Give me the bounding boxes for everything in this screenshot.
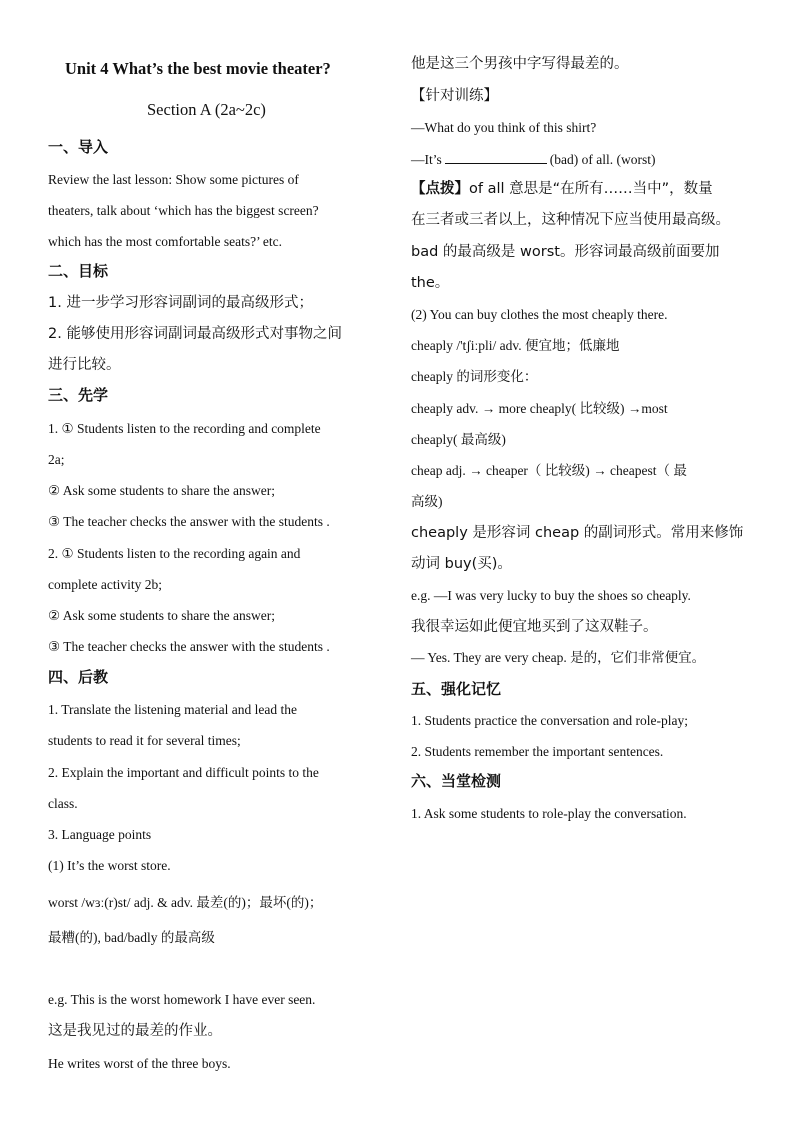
text-line — [411, 150, 655, 169]
text-line: bad 的最高级是 worst。形容词最高级前面要加 — [411, 244, 720, 260]
text-line: which has the most comfortable seats?’ etc. — [48, 234, 283, 249]
text-line: 他是这三个男孩中字写得最差的。 — [411, 56, 629, 72]
text-line: 2a; — [48, 452, 65, 467]
heading-reinforce: 五、强化记忆 — [411, 680, 502, 698]
text-line: 3. Language points — [48, 827, 152, 842]
text-line: ② Ask some students to share the answer; — [48, 608, 275, 623]
document-title: Unit 4 What’s the best movie theater? — [65, 59, 331, 78]
text-fragment: —It’s — [411, 152, 442, 167]
text-line: 最糟(的), bad/badly 的最高级 — [48, 930, 215, 945]
text-line: 2. 能够使用形容词副词最高级形式对事物之间 — [48, 326, 342, 342]
text-line: (2) You can buy clothes the most cheaply there. — [411, 307, 668, 322]
text-line: e.g. —I was very lucky to buy the shoes so cheaply. — [411, 588, 691, 603]
text-line: cheaply 的词形变化： — [411, 369, 538, 384]
text-line: 1. ① Students listen to the recording and complete — [48, 421, 321, 436]
answer-blank — [445, 150, 547, 164]
text-line: Review the last lesson: Show some pictures of — [48, 172, 299, 187]
text-line: 高级) — [411, 494, 443, 509]
text-line: ③ The teacher checks the answer with the students . — [48, 514, 330, 529]
text-line: ② Ask some students to share the answer; — [48, 483, 275, 498]
text-line: class. — [48, 796, 78, 811]
text-line: 【针对训练】 — [411, 88, 498, 104]
text-line: cheaply( 最高级) — [411, 432, 506, 447]
text-line: 2. Explain the important and difficult points to the — [48, 765, 319, 780]
text-line: theaters, talk about ‘which has the biggest screen? — [48, 203, 319, 218]
heading-check: 六、当堂检测 — [411, 772, 502, 790]
text-fragment: (bad) of all. (worst) — [549, 152, 656, 167]
heading-prestudy: 三、先学 — [48, 386, 109, 404]
text-line: 我很幸运如此便宜地买到了这双鞋子。 — [411, 619, 658, 635]
text-line: complete activity 2b; — [48, 577, 162, 592]
text-line: He writes worst of the three boys. — [48, 1056, 231, 1071]
text-line: e.g. This is the worst homework I have ever seen. — [48, 992, 316, 1007]
text-line: —What do you think of this shirt? — [411, 120, 597, 135]
text-line: 1. Translate the listening material and lead the — [48, 702, 297, 717]
text-line: 动词 buy(买)。 — [411, 556, 512, 572]
tip-label: 【点拨】 — [411, 181, 469, 197]
heading-teaching: 四、后教 — [48, 668, 109, 686]
text-line: cheap adj. → cheaper（ 比较级) → cheapest（ 最 — [411, 463, 687, 478]
text-line: cheaply 是形容词 cheap 的副词形式。常用来修饰 — [411, 525, 744, 541]
text-line: (1) It’s the worst store. — [48, 858, 171, 873]
text-line: 1. Students practice the conversation and role-play; — [411, 713, 689, 728]
text-line: students to read it for several times; — [48, 733, 241, 748]
text-line: 2. Students remember the important sentences. — [411, 744, 664, 759]
section-subtitle: Section A (2a~2c) — [147, 100, 266, 119]
text-fragment: of all 意思是“在所有……当中”，数量 — [469, 181, 713, 197]
text-line: 2. ① Students listen to the recording again and — [48, 546, 301, 561]
text-line: worst /wɜː(r)st/ adj. & adv. 最差(的)；最坏(的)； — [48, 895, 323, 910]
text-line: — Yes. They are very cheap. 是的，它们非常便宜。 — [411, 650, 706, 665]
text-line: cheaply adv. → more cheaply( 比较级) →most — [411, 401, 668, 416]
text-line: 这是我见过的最差的作业。 — [48, 1023, 222, 1039]
text-line: 进行比较。 — [48, 357, 121, 373]
text-line: ③ The teacher checks the answer with the students . — [48, 639, 330, 654]
text-line — [411, 180, 713, 198]
text-line: 1. 进一步学习形容词副词的最高级形式； — [48, 295, 313, 311]
heading-goals: 二、目标 — [48, 262, 109, 280]
text-line: cheaply /'tʃiːpli/ adv. 便宜地；低廉地 — [411, 338, 620, 353]
text-line: the。 — [411, 275, 450, 291]
text-line: 1. Ask some students to role-play the conversation. — [411, 806, 687, 821]
text-line: 在三者或三者以上，这种情况下应当使用最高级。 — [411, 212, 730, 228]
heading-intro: 一、导入 — [48, 138, 109, 156]
